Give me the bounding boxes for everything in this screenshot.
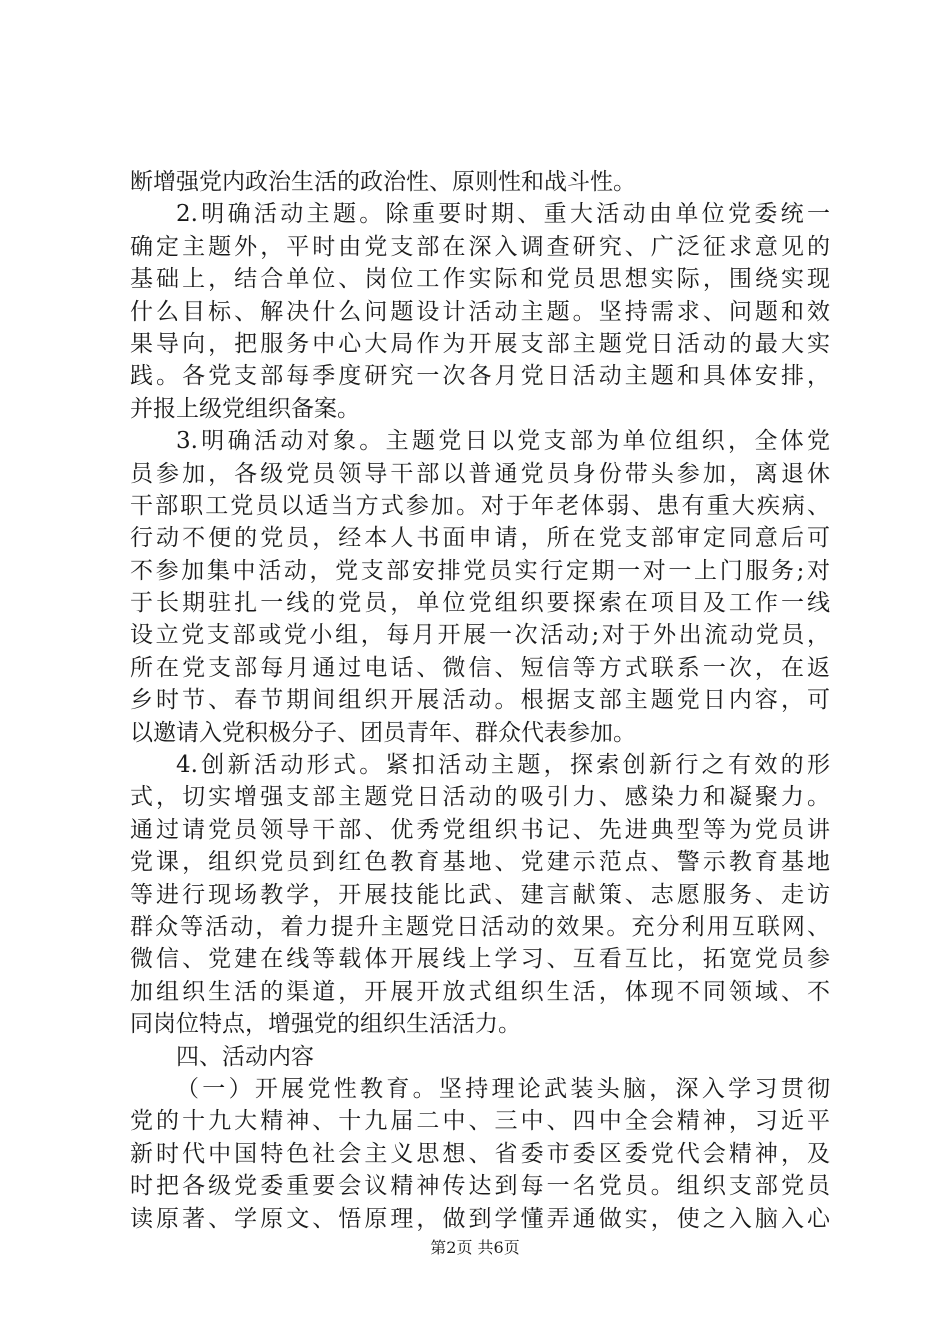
text-line: 党课，组织党员到红色教育基地、党建示范点、警示教育基地 — [130, 849, 830, 876]
text-line: 加组织生活的渠道，开展开放式组织生活，体现不同领域、不 — [130, 978, 830, 1005]
text-line: 不参加集中活动，党支部安排党员实行定期一对一上门服务;对 — [130, 557, 830, 584]
text-line: 2.明确活动主题。除重要时期、重大活动由单位党委统一 — [176, 201, 830, 228]
text-line: 践。各党支部每季度研究一次各月党日活动主题和具体安排， — [130, 363, 830, 390]
text-line: 群众等活动，着力提升主题党日活动的效果。充分利用互联网、 — [130, 913, 830, 940]
text-line: 断增强党内政治生活的政治性、原则性和战斗性。 — [130, 169, 636, 195]
text-line: 新时代中国特色社会主义思想、省委市委区委党代会精神，及 — [130, 1140, 830, 1167]
text-line: （一）开展党性教育。坚持理论武装头脑，深入学习贯彻 — [176, 1075, 830, 1102]
text-line: 行动不便的党员，经本人书面申请，所在党支部审定同意后可 — [130, 525, 830, 552]
text-line: 通过请党员领导干部、优秀党组织书记、先进典型等为党员讲 — [130, 816, 830, 843]
text-line: 确定主题外，平时由党支部在深入调查研究、广泛征求意见的 — [130, 233, 830, 260]
text-line: 以邀请入党积极分子、团员青年、群众代表参加。 — [130, 719, 636, 746]
text-line: 读原著、学原文、悟原理，做到学懂弄通做实，使之入脑入心 — [130, 1205, 830, 1232]
text-line: 干部职工党员以适当方式参加。对于年老体弱、患有重大疾病、 — [130, 492, 830, 519]
text-line: 4.创新活动形式。紧扣活动主题，探索创新行之有效的形 — [176, 752, 830, 779]
text-line: 于长期驻扎一线的党员，单位党组织要探索在项目及工作一线 — [130, 590, 830, 617]
text-line: 设立党支部或党小组，每月开展一次活动;对于外出流动党员， — [130, 622, 830, 649]
text-line: 乡时节、春节期间组织开展活动。根据支部主题党日内容，可 — [130, 687, 830, 714]
section-heading: 四、活动内容 — [176, 1043, 314, 1070]
text-line: 党的十九大精神、十九届二中、三中、四中全会精神，习近平 — [130, 1108, 830, 1135]
body-text — [130, 166, 830, 1235]
text-line: 3.明确活动对象。主题党日以党支部为单位组织，全体党 — [176, 428, 830, 455]
text-line: 所在党支部每月通过电话、微信、短信等方式联系一次，在返 — [130, 654, 830, 681]
text-line: 等进行现场教学，开展技能比武、建言献策、志愿服务、走访 — [130, 881, 830, 908]
text-line: 时把各级党委重要会议精神传达到每一名党员。组织支部党员 — [130, 1173, 830, 1200]
text-line: 微信、党建在线等载体开展线上学习、互看互比，拓宽党员参 — [130, 946, 830, 973]
text-line: 式，切实增强支部主题党日活动的吸引力、感染力和凝聚力。 — [130, 784, 830, 811]
text-line: 什么目标、解决什么问题设计活动主题。坚持需求、问题和效 — [130, 298, 830, 325]
text-line: 果导向，把服务中心大局作为开展支部主题党日活动的最大实 — [130, 330, 830, 357]
text-line: 并报上级党组织备案。 — [130, 395, 360, 422]
text-line: 同岗位特点，增强党的组织生活活力。 — [130, 1011, 521, 1038]
text-line: 员参加，各级党员领导干部以普通党员身份带头参加，离退休 — [130, 460, 830, 487]
page-number: 第2页 共6页 — [430, 1238, 520, 1257]
text-line: 基础上，结合单位、岗位工作实际和党员思想实际，围绕实现 — [130, 266, 830, 293]
